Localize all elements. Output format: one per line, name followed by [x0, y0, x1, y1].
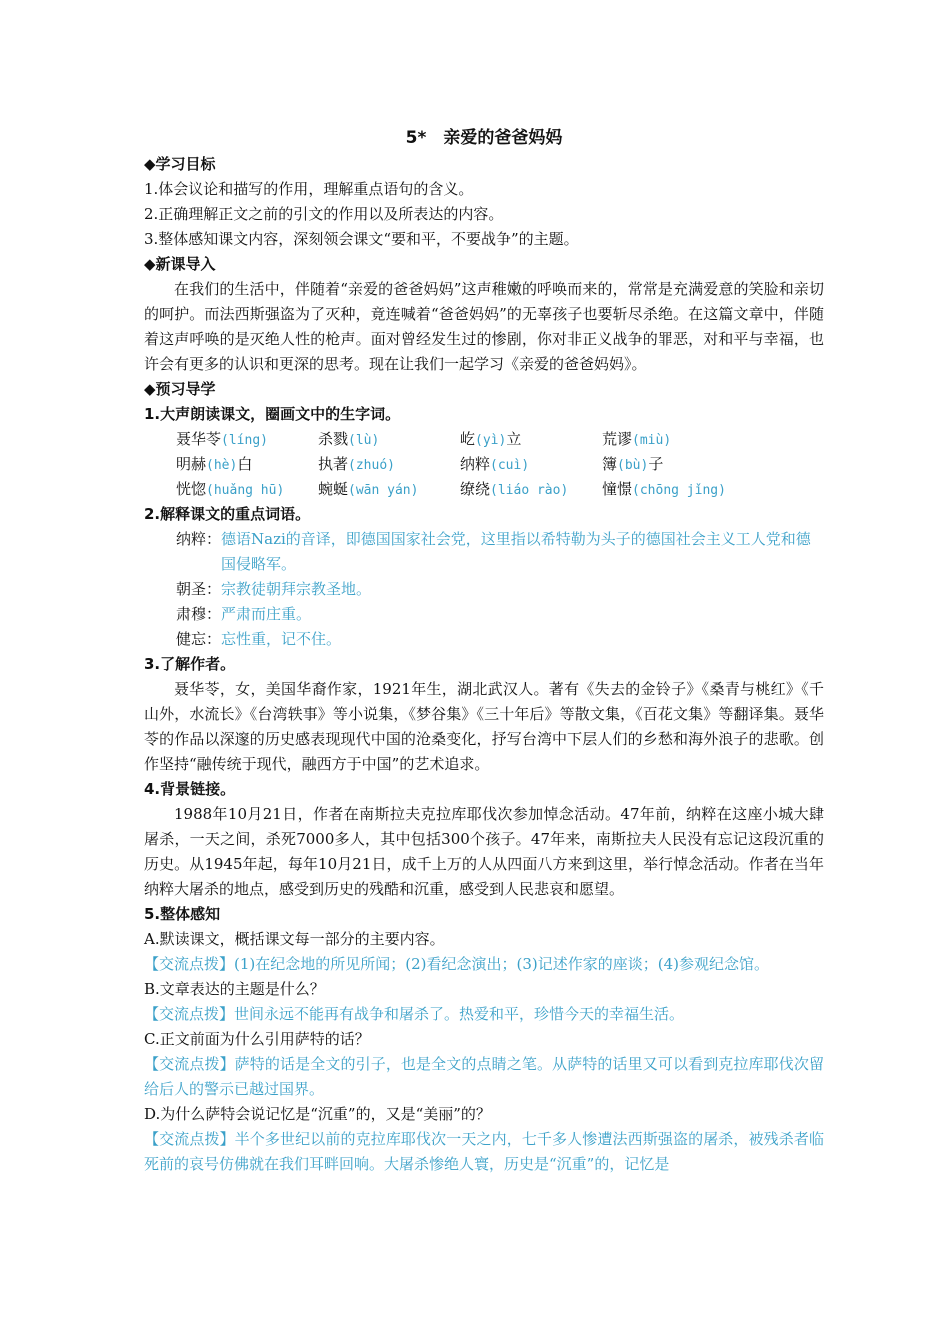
vocab-pinyin: (huǎng hū)	[206, 483, 285, 498]
term-row	[144, 627, 824, 652]
goal-item: 1.体会议论和描写的作用，理解重点语句的含义。	[144, 180, 474, 198]
vocab-row	[144, 477, 824, 502]
author-paragraph: 聂华苓，女，美国华裔作家，1921年生，湖北武汉人。著有《失去的金铃子》《桑青与桃红》《千山外，水流长》《台湾轶事》等小说集，《梦谷集》《三十年后》等散文集，《百花文集》等翻译集。聂华苓的作品以深邃的历史感表现现代中国的沧桑变化，抒写台湾中下层人们的乡愁和海外浪子的悲歌。创作坚持“融传统于现代，融西方于中国”的艺术追求。	[144, 680, 824, 773]
vocab-word: 缭绕	[460, 480, 491, 498]
vocab-item	[602, 477, 744, 503]
vocab-pinyin: (wān yán)	[348, 483, 419, 498]
term-list	[144, 527, 824, 652]
question-2: 2.解释课文的重点词语。	[144, 505, 311, 523]
page-title: 5* 亲爱的爸爸妈妈	[405, 128, 563, 148]
question-5: 5.整体感知	[144, 905, 221, 923]
vocab-item	[460, 452, 602, 478]
vocab-pinyin: (miù)	[632, 433, 672, 448]
term-key: 纳粹：	[176, 530, 222, 548]
qa-answer: 【交流点拨】(1)在纪念地的所见所闻；(2)看纪念演出；(3)记述作家的座谈；(4)参观纪念馆。	[144, 955, 769, 973]
vocab-item	[176, 452, 318, 478]
vocab-row	[144, 427, 824, 452]
vocab-pinyin: (lù)	[348, 433, 380, 448]
vocab-word: 纳粹	[460, 455, 491, 473]
vocab-word: 簿	[602, 455, 618, 473]
qa-list	[144, 927, 824, 1177]
vocab-word: 杀戮	[318, 430, 349, 448]
vocab-pinyin: (chōng jǐng)	[632, 483, 726, 498]
qa-question: A.默读课文，概括课文每一部分的主要内容。	[144, 930, 445, 948]
vocab-item	[176, 477, 318, 503]
qa-answer: 【交流点拨】半个多世纪以前的克拉库耶伐次一天之内，七千多人惨遭法西斯强盗的屠杀，被残杀者临死前的哀号仿佛就在我们耳畔回响。大屠杀惨绝人寰，历史是“沉重”的，记忆是	[144, 1130, 824, 1173]
term-definition: 严肃而庄重。	[221, 605, 312, 623]
vocab-suffix: 立	[506, 430, 522, 448]
document-page	[144, 124, 824, 1177]
goal-item: 3.整体感知课文内容，深刻领会课文“要和平，不要战争”的主题。	[144, 230, 579, 248]
vocab-pinyin: (hè)	[206, 458, 238, 473]
term-row	[144, 577, 824, 602]
vocab-row	[144, 452, 824, 477]
question-3: 3.了解作者。	[144, 655, 236, 673]
vocab-suffix: 白	[237, 455, 253, 473]
vocab-item	[602, 452, 744, 478]
vocab-pinyin: (líng)	[221, 433, 268, 448]
vocab-item	[460, 427, 602, 453]
background-paragraph: 1988年10月21日，作者在南斯拉夫克拉库耶伐次参加悼念活动。47年前，纳粹在这座小城大肆屠杀，一天之间，杀死7000多人，其中包括300个孩子。47年来，南斯拉夫人民没有忘记这段沉重的历史。从1945年起，每年10月21日，成千上万的人从四面八方来到这里，举行悼念活动。作者在当年纳粹大屠杀的地点，感受到历史的残酷和沉重，感受到人民悲哀和愿望。	[144, 805, 824, 898]
vocab-table	[144, 427, 824, 502]
qa-question: B.文章表达的主题是什么？	[144, 980, 325, 998]
question-1: 1.大声朗读课文，圈画文中的生字词。	[144, 405, 401, 423]
vocab-word: 聂华苓	[176, 430, 222, 448]
vocab-pinyin: (cuì)	[490, 458, 530, 473]
preview-heading: ◆预习导学	[144, 380, 216, 398]
vocab-word: 憧憬	[602, 480, 633, 498]
qa-question: D.为什么萨特会说记忆是“沉重”的，又是“美丽”的？	[144, 1105, 491, 1123]
vocab-pinyin: (bù)	[617, 458, 649, 473]
intro-heading: ◆新课导入	[144, 255, 216, 273]
vocab-word: 荒谬	[602, 430, 633, 448]
term-row	[144, 527, 824, 577]
term-definition: 宗教徒朝拜宗教圣地。	[221, 580, 372, 598]
vocab-item	[318, 452, 460, 478]
vocab-item	[460, 477, 602, 503]
term-key: 健忘：	[176, 630, 222, 648]
qa-answer: 【交流点拨】世间永远不能再有战争和屠杀了。热爱和平，珍惜今天的幸福生活。	[144, 1005, 685, 1023]
vocab-pinyin: (yì)	[475, 433, 507, 448]
vocab-suffix: 子	[648, 455, 664, 473]
qa-answer: 【交流点拨】萨特的话是全文的引子，也是全文的点睛之笔。从萨特的话里又可以看到克拉库耶伐次留给后人的警示已越过国界。	[144, 1055, 824, 1098]
vocab-pinyin: (zhuó)	[348, 458, 395, 473]
vocab-item	[318, 477, 460, 503]
term-key: 肃穆：	[176, 605, 222, 623]
term-definition: 德语Nazi的音译，即德国国家社会党，这里指以希特勒为头子的德国社会主义工人党和德国侵略军。	[221, 530, 811, 573]
question-4: 4.背景链接。	[144, 780, 236, 798]
term-definition: 忘性重，记不住。	[221, 630, 342, 648]
vocab-item	[318, 427, 460, 453]
goals-heading: ◆学习目标	[144, 155, 216, 173]
qa-question: C.正文前面为什么引用萨特的话？	[144, 1030, 370, 1048]
intro-paragraph: 在我们的生活中，伴随着“亲爱的爸爸妈妈”这声稚嫩的呼唤而来的，常常是充满爱意的笑脸和亲切的呵护。而法西斯强盗为了灭种，竟连喊着“爸爸妈妈”的无辜孩子也要斩尽杀绝。在这篇文章中，伴随着这声呼唤的是灭绝人性的枪声。面对曾经发生过的惨剧，你对非正义战争的罪恶，对和平与幸福，也许会有更多的认识和更深的思考。现在让我们一起学习《亲爱的爸爸妈妈》。	[144, 280, 824, 373]
vocab-pinyin: (liáo rào)	[490, 483, 569, 498]
vocab-item	[176, 427, 318, 453]
vocab-word: 恍惚	[176, 480, 207, 498]
vocab-word: 蜿蜒	[318, 480, 349, 498]
vocab-word: 屹	[460, 430, 476, 448]
vocab-word: 执著	[318, 455, 349, 473]
term-row	[144, 602, 824, 627]
term-key: 朝圣：	[176, 580, 222, 598]
vocab-item	[602, 427, 744, 453]
goal-item: 2.正确理解正文之前的引文的作用以及所表达的内容。	[144, 205, 504, 223]
vocab-word: 明赫	[176, 455, 207, 473]
